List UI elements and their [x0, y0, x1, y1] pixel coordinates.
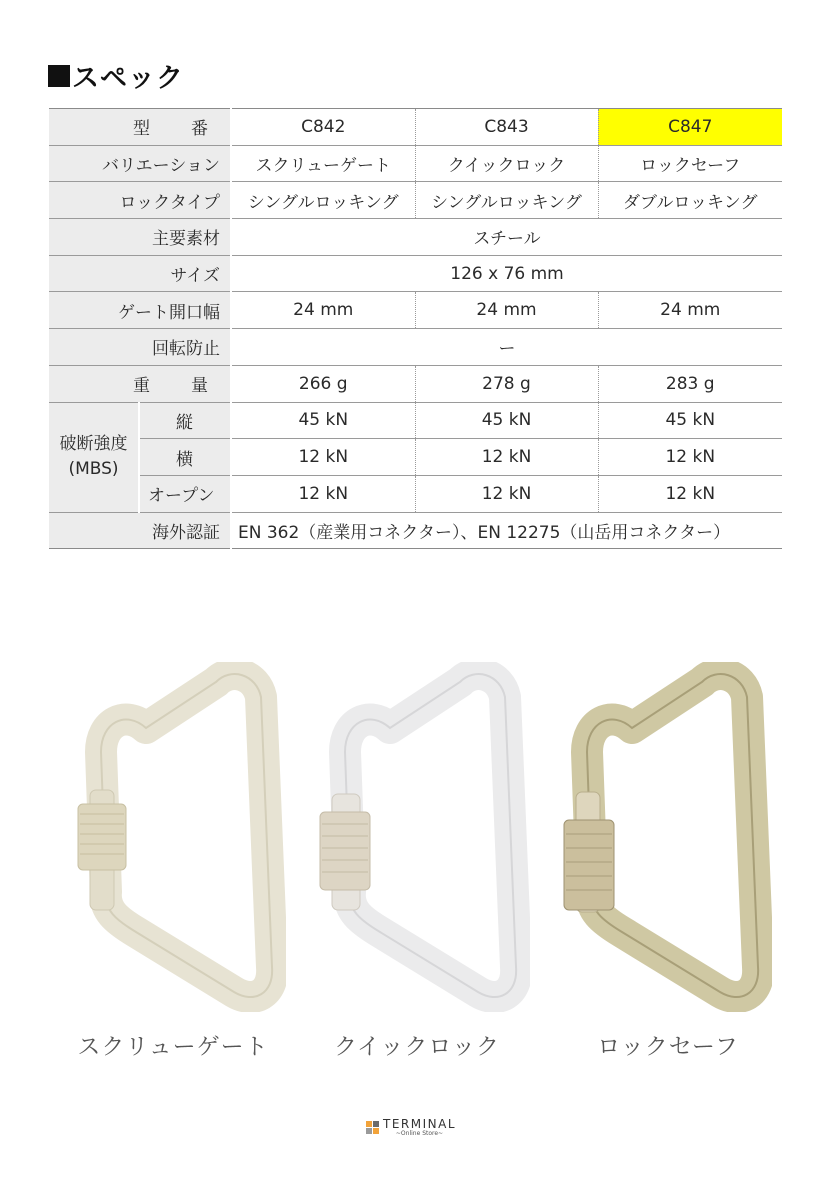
major-cell: 45 kN	[415, 402, 598, 439]
variation-cell: クイックロック	[415, 145, 598, 182]
model-c847: C847	[598, 109, 782, 146]
gate-cell: 24 mm	[598, 292, 782, 329]
table-row-gate	[49, 292, 782, 329]
logo-mark-icon	[366, 1121, 379, 1134]
row-label-size: サイズ	[49, 255, 231, 292]
major-cell: 45 kN	[231, 402, 415, 439]
row-label-cert: 海外認証	[49, 512, 231, 549]
lock-cell: シングルロッキング	[415, 182, 598, 219]
rotation-cell: ー	[231, 329, 782, 366]
open-cell: 12 kN	[598, 475, 782, 512]
minor-cell: 12 kN	[231, 439, 415, 476]
section-title: スペック	[72, 63, 184, 94]
row-label-gate: ゲート開口幅	[49, 292, 231, 329]
table-row-material	[49, 219, 782, 256]
model-c842: C842	[231, 109, 415, 146]
table-row-rotation	[49, 329, 782, 366]
caption-screwgate: スクリューゲート	[77, 1034, 269, 1060]
table-row-major	[49, 402, 782, 439]
row-label-lock: ロックタイプ	[49, 182, 231, 219]
table-row-variation	[49, 145, 782, 182]
row-label-strength	[49, 402, 139, 512]
section-heading	[48, 56, 184, 95]
lock-cell: シングルロッキング	[231, 182, 415, 219]
open-cell: 12 kN	[231, 475, 415, 512]
major-cell: 45 kN	[598, 402, 782, 439]
minor-cell: 12 kN	[415, 439, 598, 476]
row-label-material: 主要素材	[49, 219, 231, 256]
row-label-rotation: 回転防止	[49, 329, 231, 366]
table-row-weight	[49, 365, 782, 402]
variation-cell: ロックセーフ	[598, 145, 782, 182]
carabiner-locksafe-image	[552, 662, 772, 1012]
gate-cell: 24 mm	[231, 292, 415, 329]
carabiner-quicklock-image	[310, 662, 530, 1012]
spec-table	[49, 108, 782, 549]
open-cell: 12 kN	[415, 475, 598, 512]
row-label-model: 型 番	[49, 109, 231, 146]
model-c843: C843	[415, 109, 598, 146]
row-label-open: オープン	[139, 475, 231, 512]
row-label-major: 縦	[139, 402, 231, 439]
logo-brand: TERMINAL	[383, 1117, 457, 1131]
weight-cell: 278 g	[415, 365, 598, 402]
variation-cell: スクリューゲート	[231, 145, 415, 182]
size-cell: 126 x 76 mm	[231, 255, 782, 292]
table-row-cert	[49, 512, 782, 549]
lock-cell: ダブルロッキング	[598, 182, 782, 219]
square-bullet-icon	[48, 65, 70, 87]
caption-locksafe: ロックセーフ	[597, 1034, 739, 1060]
table-row-lock	[49, 182, 782, 219]
carabiner-screwgate-image	[66, 662, 286, 1012]
strength-label: 破断強度	[59, 434, 128, 455]
weight-cell: 283 g	[598, 365, 782, 402]
table-row-size	[49, 255, 782, 292]
terminal-logo	[366, 1118, 456, 1137]
table-row-model	[49, 109, 782, 146]
row-label-minor: 横	[139, 439, 231, 476]
row-label-weight: 重 量	[49, 365, 231, 402]
table-row-open	[49, 475, 782, 512]
weight-cell: 266 g	[231, 365, 415, 402]
caption-quicklock: クイックロック	[334, 1034, 500, 1060]
material-cell: スチール	[231, 219, 782, 256]
minor-cell: 12 kN	[598, 439, 782, 476]
logo-subtitle: ~Online Store~	[395, 1130, 444, 1137]
strength-label-mbs: (MBS)	[68, 459, 119, 480]
row-label-variation: バリエーション	[49, 145, 231, 182]
gate-cell: 24 mm	[415, 292, 598, 329]
table-row-minor	[49, 439, 782, 476]
cert-cell: EN 362（産業用コネクター）、EN 12275（山岳用コネクター）	[231, 512, 782, 549]
